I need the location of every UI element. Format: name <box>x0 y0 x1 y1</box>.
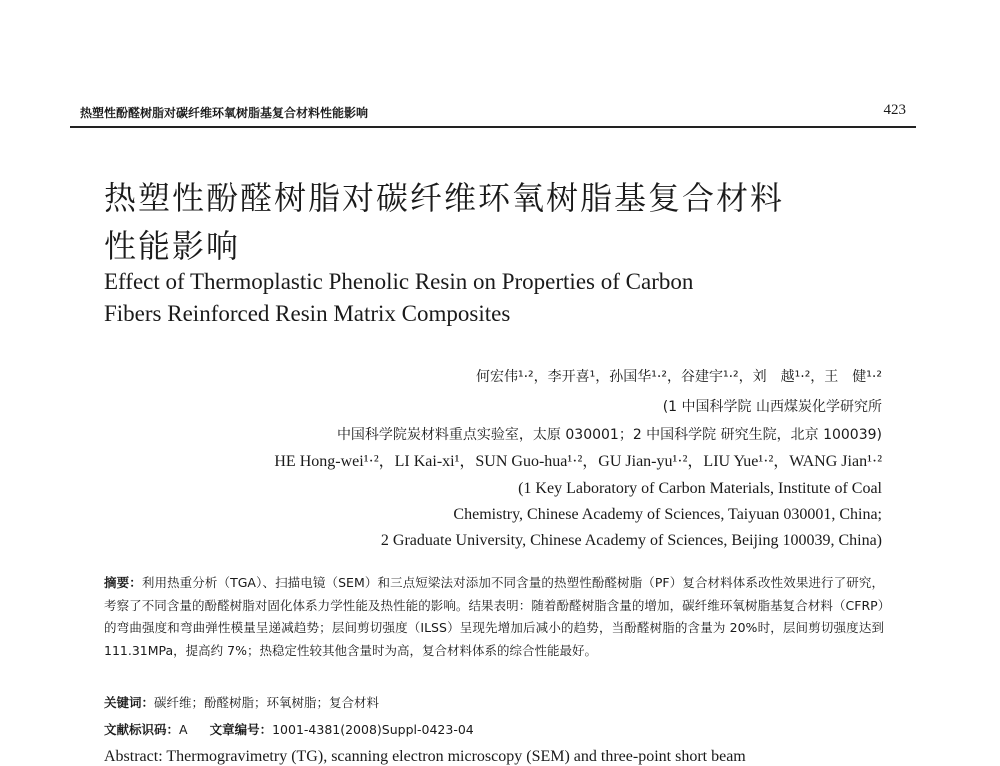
article-no-label: 文章编号： <box>209 722 273 737</box>
affiliation-en-line2: Chemistry, Chinese Academy of Sciences, Taiyuan 030001, China; <box>453 506 882 523</box>
affiliation-zh-line1: (1 中国科学院 山西煤炭化学研究所 <box>662 399 882 415</box>
paper-title-en <box>104 266 924 330</box>
doc-code-label: 文献标识码： <box>104 722 180 737</box>
affiliation-en-line3: 2 Graduate University, Chinese Academy of Sciences, Beijing 100039, China) <box>380 532 882 549</box>
paper-title-en-line2: Fibers Reinforced Resin Matrix Composites <box>104 301 511 326</box>
affiliation-en-line1: (1 Key Laboratory of Carbon Materials, Institute of Coal <box>518 480 882 497</box>
authors-en: HE Hong-wei¹·²，LI Kai-xi¹，SUN Guo-hua¹·²，GU Jian-yu¹·²，LIU Yue¹·²，WANG Jian¹·² <box>274 453 882 470</box>
keywords-text: 碳纤维；酚醛树脂；环氧树脂；复合材料 <box>154 695 380 710</box>
doc-code: A <box>179 722 188 737</box>
abstract-en-partial: Abstract: Thermogravimetry (TG), scanning electron microscopy (SEM) and three-point short beam <box>104 748 746 765</box>
running-header <box>70 100 916 128</box>
article-no: 1001-4381(2008)Suppl-0423-04 <box>272 722 474 737</box>
paper-title-zh <box>104 174 904 270</box>
page-number: 423 <box>883 102 906 118</box>
paper-title-en-line1: Effect of Thermoplastic Phenolic Resin on Properties of Carbon <box>104 269 694 294</box>
running-title: 热塑性酚醛树脂对碳纤维环氧树脂基复合材料性能影响 <box>80 106 369 120</box>
abstract-label: 摘要： <box>104 575 142 590</box>
keywords-label: 关键词： <box>104 695 155 710</box>
paper-title-zh-line1: 热塑性酚醛树脂对碳纤维环氧树脂基复合材料 <box>104 179 785 217</box>
paper-title-zh-line2: 性能影响 <box>104 227 241 265</box>
classification-info <box>104 720 884 738</box>
keywords <box>104 693 884 711</box>
affiliation-zh-line2: 中国科学院炭材料重点实验室，太原 030001；2 中国科学院 研究生院，北京 100039) <box>336 427 882 443</box>
abstract-text: 利用热重分析（TGA）、扫描电镜（SEM）和三点短梁法对添加不同含量的热塑性酚醛树脂（PF）复合材料体系改性效果进行了研究，考察了不同含量的酚醛树脂对固化体系力学性能及热性能的影响。结果表明：随着酚醛树脂含量的增加，碳纤维环氧树脂基复合材料（CFRP）的弯曲强度和弯曲弹性模量呈递减趋势；层间剪切强度（ILSS）呈现先增加后减小的趋势，当酚醛树脂的含量为 20%时，层间剪切强度达到 111.31MPa，提高约 7%；热稳定性较其他含量时为高，复合材料体系的综合性能最好。 <box>104 575 884 658</box>
authors-zh: 何宏伟¹·²，李开喜¹，孙国华¹·²，谷建宇¹·²，刘 越¹·²，王 健¹·² <box>476 369 882 385</box>
abstract-zh <box>104 572 884 662</box>
